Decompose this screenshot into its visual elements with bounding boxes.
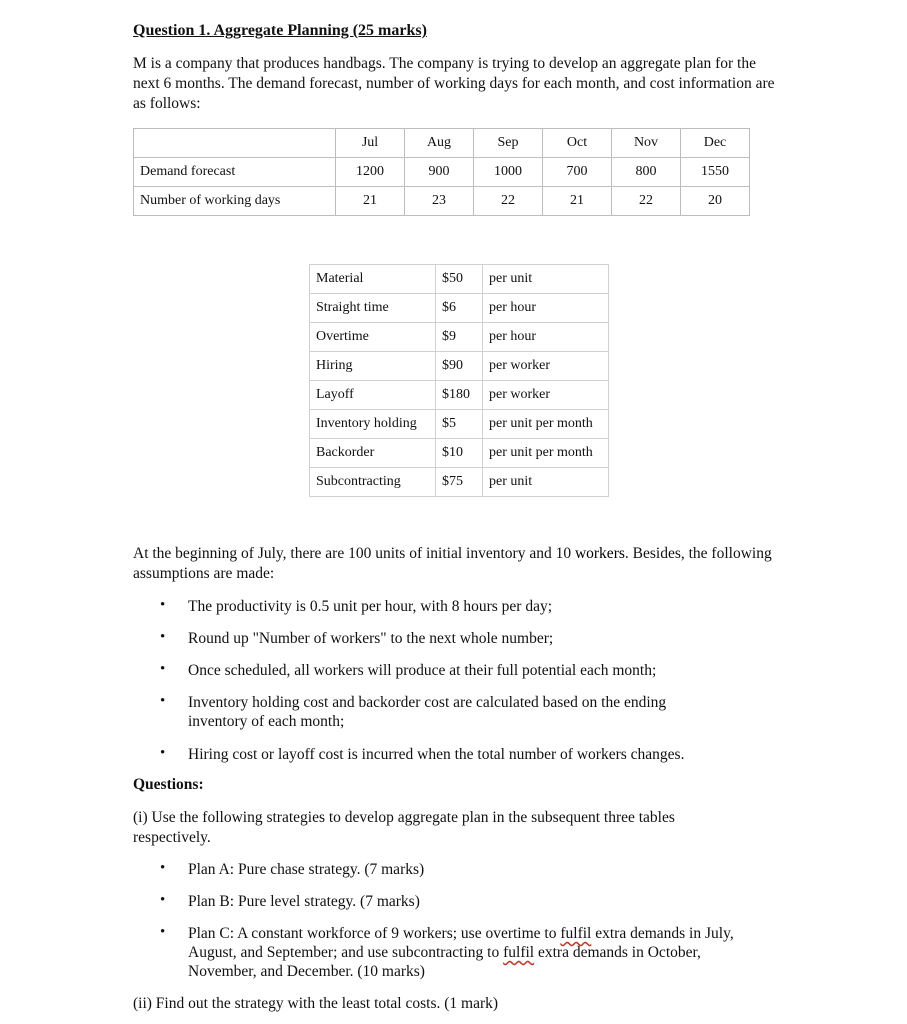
month-header: Oct [543, 129, 612, 158]
table-cell: 22 [612, 187, 681, 216]
cost-item: Overtime [310, 323, 436, 352]
table-cell: 20 [681, 187, 750, 216]
table-cell: 1550 [681, 158, 750, 187]
cost-value: $9 [436, 323, 483, 352]
table-row [310, 265, 609, 294]
text-run: extra demands in October, November, and December. (10 marks) [188, 944, 701, 980]
text-run: At the beginning of July, there are 100 units of initial inventory and 10 [133, 545, 575, 562]
cost-unit: per worker [483, 381, 609, 410]
cost-value: $90 [436, 352, 483, 381]
plan-c [188, 924, 758, 981]
cost-value: $180 [436, 381, 483, 410]
bullet-icon: • [160, 745, 166, 761]
bullet-icon: • [160, 597, 166, 613]
cost-unit: per unit [483, 468, 609, 497]
table-cell: 800 [612, 158, 681, 187]
table-row [310, 352, 609, 381]
assumption-item: Once scheduled, all workers will produce at their full potential each month; [188, 662, 657, 679]
assumption-item: The productivity is 0.5 unit per hour, with 8 hours per day; [188, 598, 553, 615]
text-run: extra demands in July, August, and September; and use subcontracting to [188, 925, 734, 961]
month-header: Sep [474, 129, 543, 158]
table-row [310, 468, 609, 497]
bullet-icon: • [160, 693, 166, 709]
assumption-item: Round up "Number of workers" to the next whole number; [188, 630, 554, 647]
table-cell: 1200 [336, 158, 405, 187]
cost-item: Straight time [310, 294, 436, 323]
row-label: Demand forecast [134, 158, 336, 187]
table-row [310, 410, 609, 439]
cost-item: Backorder [310, 439, 436, 468]
assumption-item: Inventory holding cost and backorder cost are calculated based on the ending inventory of each month; [188, 694, 667, 730]
table-cell: 21 [543, 187, 612, 216]
table-cell: 21 [336, 187, 405, 216]
bullet-icon: • [160, 860, 166, 876]
cost-unit: per hour [483, 323, 609, 352]
table-cell: 22 [474, 187, 543, 216]
cost-value: $75 [436, 468, 483, 497]
table-row [310, 381, 609, 410]
demand-table [133, 128, 750, 216]
cost-value: $6 [436, 294, 483, 323]
intro-paragraph: M is a company that produces handbags. The company is trying to develop an aggregate plan for the next 6 months. The demand forecast, number of working days for each month, and cost information are as follows: [133, 55, 775, 112]
table-corner [134, 129, 336, 158]
month-header: Nov [612, 129, 681, 158]
plan-a: Plan A: Pure chase strategy. (7 marks) [188, 861, 425, 878]
table-cell: 1000 [474, 158, 543, 187]
working-days-row [134, 187, 750, 216]
bullet-icon: • [160, 892, 166, 908]
questions-heading: Questions: [133, 776, 204, 793]
table-row [310, 439, 609, 468]
cost-item: Material [310, 265, 436, 294]
table-row [310, 294, 609, 323]
bullet-icon: • [160, 924, 166, 940]
cost-unit: per hour [483, 294, 609, 323]
initial-conditions-paragraph [133, 544, 773, 584]
question-title: Question 1. Aggregate Planning (25 marks) [133, 22, 427, 39]
assumption-item: Hiring cost or layoff cost is incurred when the total number of workers changes. [188, 746, 685, 763]
month-header: Aug [405, 129, 474, 158]
cost-unit: per unit per month [483, 439, 609, 468]
bullet-icon: • [160, 661, 166, 677]
question-i: (i) Use the following strategies to develop aggregate plan in the subsequent three tables respectively. [133, 809, 675, 846]
text-run: . Besides, the following assumptions are made: [133, 545, 772, 582]
cost-unit: per worker [483, 352, 609, 381]
cost-unit: per unit per month [483, 410, 609, 439]
question-ii: (ii) Find out the strategy with the least total costs. (1 mark) [133, 995, 499, 1012]
month-header: Dec [681, 129, 750, 158]
cost-value: $5 [436, 410, 483, 439]
month-header: Jul [336, 129, 405, 158]
table-cell: 700 [543, 158, 612, 187]
table-row [310, 323, 609, 352]
cost-table [309, 264, 609, 497]
cost-item: Hiring [310, 352, 436, 381]
text-run: Plan C: A constant workforce of 9 workers; use overtime to [188, 925, 561, 942]
month-header-row [134, 129, 750, 158]
plan-b: Plan B: Pure level strategy. (7 marks) [188, 893, 420, 910]
table-cell: 900 [405, 158, 474, 187]
spelling-flag: fulfil [560, 925, 592, 942]
cost-unit: per unit [483, 265, 609, 294]
cost-value: $10 [436, 439, 483, 468]
cost-item: Subcontracting [310, 468, 436, 497]
cost-item: Layoff [310, 381, 436, 410]
bullet-icon: • [160, 629, 166, 645]
table-cell: 23 [405, 187, 474, 216]
row-label: Number of working days [134, 187, 336, 216]
text-run: workers [574, 545, 625, 562]
cost-item: Inventory holding [310, 410, 436, 439]
demand-forecast-row [134, 158, 750, 187]
cost-value: $50 [436, 265, 483, 294]
spelling-flag: fulfil [503, 944, 535, 961]
